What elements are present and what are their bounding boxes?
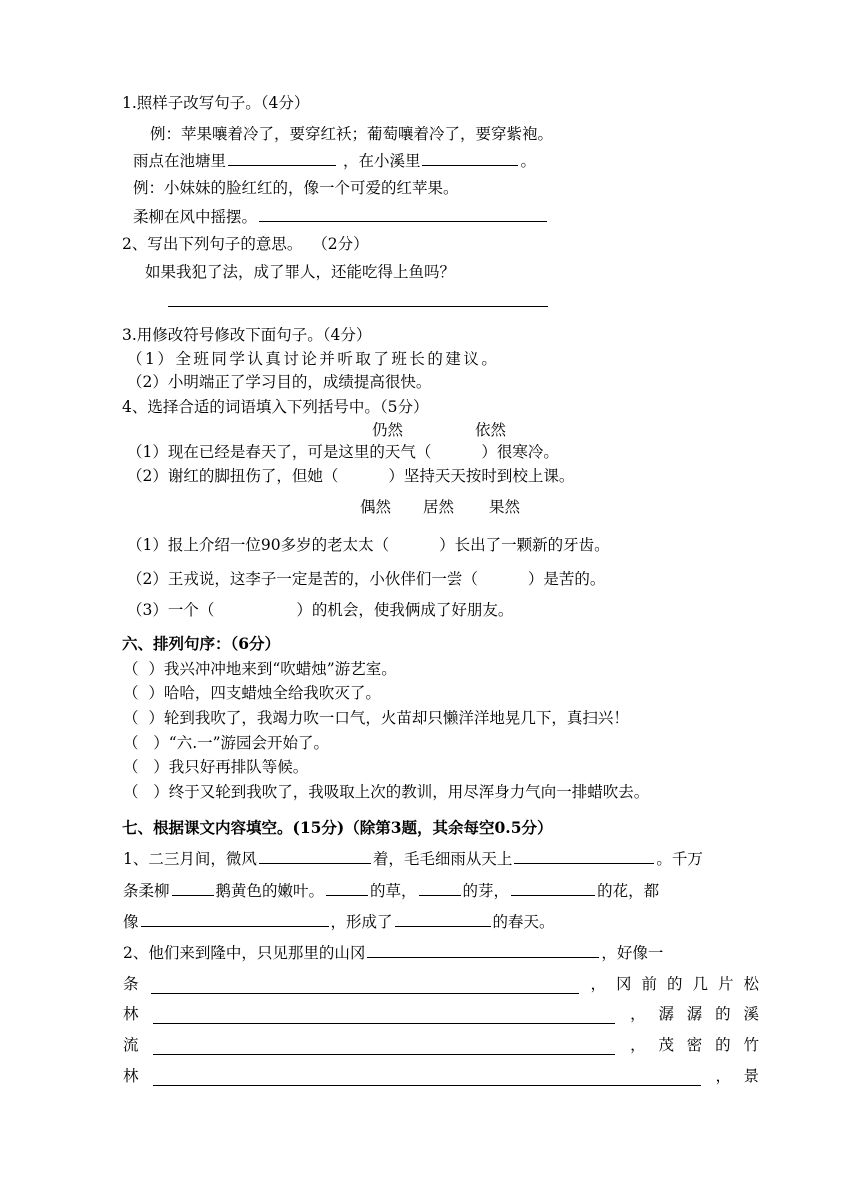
- word-choice: 偶然: [360, 498, 392, 516]
- answer-blank[interactable]: [422, 151, 518, 166]
- order-item: （ ）终于又轮到我吹了，我吸取上次的教训，用尽浑身力气向一排蜡吹去。: [123, 783, 650, 801]
- q7-line-4: 2、他们来到隆中，只见那里的山冈 ，好像一: [123, 944, 664, 962]
- q7-line-3: 像 ，形成了 的春天。: [123, 913, 555, 931]
- answer-blank[interactable]: [151, 979, 579, 994]
- word-choice: 果然: [489, 498, 521, 516]
- q1-title: 1.照样子改写句子。（4分）: [122, 94, 310, 112]
- answer-blank[interactable]: [153, 1009, 615, 1024]
- q7-line-5: 条 ， 冈 前 的 几 片 松: [123, 975, 759, 993]
- answer-blank[interactable]: [172, 881, 214, 896]
- answer-blank[interactable]: [419, 881, 461, 896]
- q1-line-4: 柔柳在风中摇摆。: [133, 207, 549, 227]
- word-choice: 居然: [423, 498, 455, 516]
- q2-title: 2、写出下列句子的意思。 （2分）: [122, 235, 369, 253]
- q4-sentence-1: （1）现在已经是春天了，可是这里的天气（ ）很寒冷。: [127, 443, 559, 461]
- answer-line[interactable]: [168, 306, 548, 307]
- q7-line-6: 林 ， 潺 潺 的 溪: [123, 1005, 759, 1023]
- word-choice: 仍然: [372, 421, 404, 439]
- answer-blank[interactable]: [511, 881, 595, 896]
- answer-blank[interactable]: [153, 1071, 701, 1086]
- q7-line-2: 条柔柳 鹅黄色的嫩叶。 的草， 的芽， 的花，都: [123, 882, 660, 900]
- q4-sentence-2: （2）谢红的脚扭伤了，但她（ ）坚持天天按时到校上课。: [127, 467, 575, 485]
- q4-sentence-5: （3）一个（ ）的机会，使我俩成了好朋友。: [127, 601, 514, 619]
- q7-line-8: 林 ， 景: [123, 1067, 759, 1085]
- answer-blank[interactable]: [395, 912, 491, 927]
- q4-sentence-3: （1）报上介绍一位90多岁的老太太（ ）长出了一颗新的牙齿。: [127, 536, 610, 554]
- order-item: （ ）哈哈，四支蜡烛全给我吹灭了。: [123, 684, 381, 702]
- q3-sentence-1: （1）全班同学认真讨论并听取了班长的建议。: [127, 350, 500, 368]
- answer-blank[interactable]: [228, 151, 336, 166]
- answer-blank[interactable]: [514, 849, 654, 864]
- q7-title: 七、根据课文内容填空。(15分)（除第3题，其余每空0.5分）: [122, 818, 553, 837]
- q4-sentence-4: （2）王戎说，这李子一定是苦的，小伙伴们一尝（ ）是苦的。: [127, 570, 606, 588]
- q3-sentence-2: （2）小明端正了学习目的，成绩提高很快。: [127, 373, 432, 391]
- answer-blank[interactable]: [259, 849, 371, 864]
- q1-line-2: 雨点在池塘里 ，在小溪里 。: [133, 152, 536, 170]
- q7-line-7: 流 ， 茂 密 的 竹: [123, 1036, 759, 1054]
- q3-title: 3.用修改符号修改下面句子。（4分）: [122, 326, 372, 344]
- q6-title: 六、排列句序：（6分）: [122, 634, 281, 653]
- q4-title: 4、选择合适的词语填入下列括号中。（5分）: [122, 398, 429, 416]
- answer-blank[interactable]: [153, 1040, 615, 1055]
- q1-example-2: 例：小妹妹的脸红红的，像一个可爱的红苹果。: [133, 179, 459, 197]
- order-item: （ ）我兴冲冲地来到“吹蜡烛”游艺室。: [123, 660, 397, 678]
- answer-blank[interactable]: [259, 207, 547, 222]
- answer-blank[interactable]: [326, 881, 368, 896]
- order-item: （ ）轮到我吹了，我竭力吹一口气，火苗却只懒洋洋地晃几下，真扫兴！: [123, 709, 629, 727]
- answer-blank[interactable]: [367, 943, 599, 958]
- q1-example-1: 例：苹果嚷着冷了，要穿红袄；葡萄嚷着冷了，要穿紫袍。: [150, 125, 554, 143]
- q7-line-1: 1、二三月间，微风 着，毛毛细雨从天上 。千万: [123, 850, 703, 868]
- order-item: （ ）“六.一”游园会开始了。: [123, 734, 330, 752]
- q2-sentence: 如果我犯了法，成了罪人，还能吃得上鱼吗？: [145, 263, 456, 281]
- word-choice: 依然: [475, 421, 507, 439]
- order-item: （ ）我只好再排队等候。: [123, 758, 309, 776]
- answer-blank[interactable]: [141, 912, 329, 927]
